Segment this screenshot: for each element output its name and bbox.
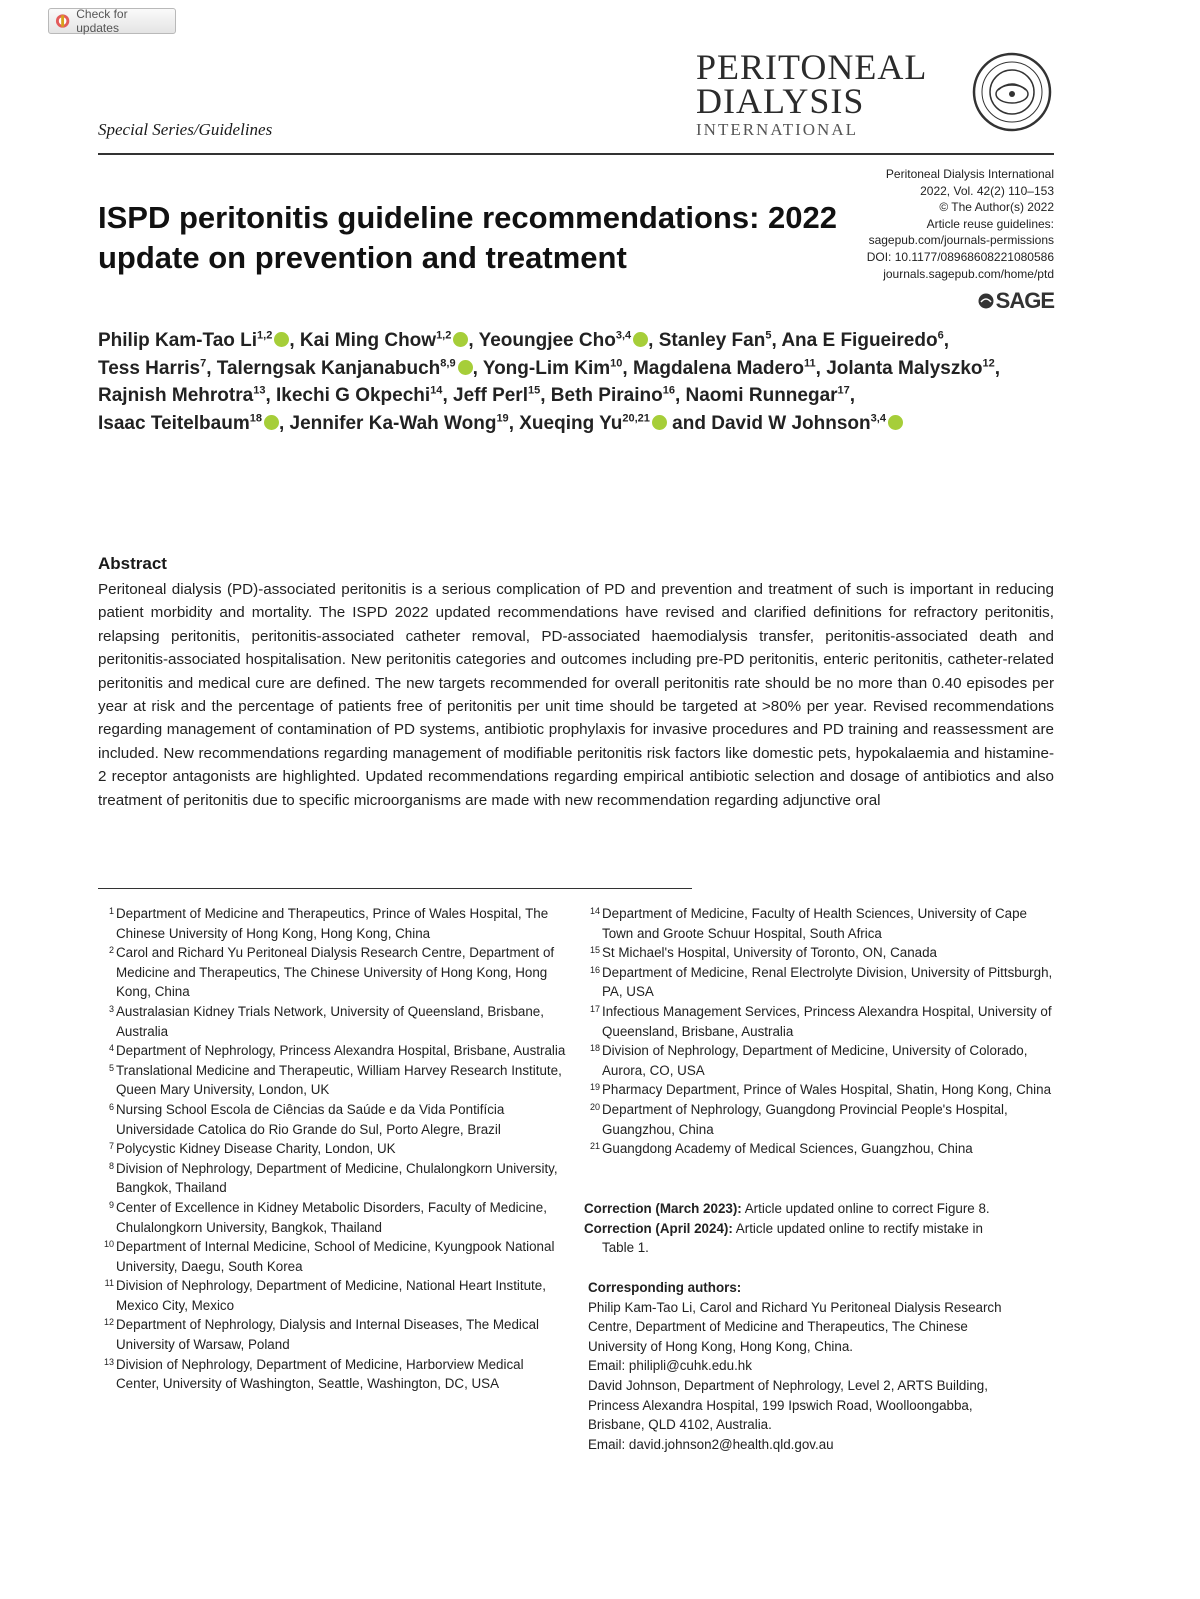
author-name[interactable] [781, 330, 943, 351]
affiliation-number: 14 [589, 906, 600, 916]
affiliation-item [98, 904, 570, 943]
author-name[interactable] [633, 358, 816, 379]
corresponding-line: David Johnson, Department of Nephrology, Level 2, ARTS Building, [588, 1377, 988, 1393]
author-name[interactable] [551, 385, 675, 406]
author-separator: , [994, 357, 1001, 379]
author-affiliation-sup: 8,9 [440, 357, 456, 370]
author-separator: , [472, 357, 483, 379]
corresponding-email[interactable]: Email: david.johnson2@health.qld.gov.au [588, 1436, 834, 1452]
corresponding-line: Brisbane, QLD 4102, Australia. [588, 1417, 772, 1433]
author-name[interactable] [483, 358, 623, 379]
author-separator: , [815, 357, 827, 379]
affiliation-text: Department of Nephrology, Dialysis and Internal Diseases, The Medical University of Warsaw, Poland [116, 1317, 540, 1353]
author-separator: , [468, 330, 479, 351]
affiliation-text: Translational Medicine and Therapeutic, William Harvey Research Institute, Queen Mary University, London, UK [116, 1062, 562, 1098]
footnote-rule [98, 888, 692, 889]
check-updates-label: Check for updates [76, 7, 128, 35]
author-affiliation-sup: 18 [249, 412, 262, 425]
corresponding-line: Centre, Department of Medicine and Therapeutics, The Chinese [588, 1319, 968, 1335]
affiliation-number: 4 [108, 1043, 114, 1054]
orcid-icon[interactable] [652, 415, 667, 430]
affiliation-text: Department of Medicine, Faculty of Health Sciences, University of Cape Town and Groote Schuur Hospital, South Africa [602, 906, 1027, 941]
author-separator: , [622, 357, 633, 379]
affiliation-text: Division of Nephrology, Department of Medicine, University of Colorado, Aurora, CO, USA [602, 1043, 1028, 1078]
author-name[interactable] [686, 385, 850, 406]
journal-logo-line1: PERITONEAL [696, 47, 928, 87]
affiliation-number: 3 [108, 1003, 114, 1014]
affiliation-number: 13 [103, 1356, 114, 1367]
author-name-text: Rajnish Mehrotra [98, 385, 254, 407]
affiliation-number: 15 [589, 945, 600, 956]
author-affiliation-sup: 7 [200, 357, 207, 370]
society-seal-icon [972, 52, 1052, 132]
affiliation-item [584, 963, 1056, 1002]
affiliation-item [98, 1237, 570, 1276]
affiliation-item [98, 1198, 570, 1237]
author-affiliation-sup: 12 [982, 357, 995, 370]
author-name-text: Jolanta Malyszko [826, 357, 983, 379]
abstract-text: Peritoneal dialysis (PD)-associated peritonitis is a serious complication of PD and prevention and treatment of such is important in reducing patient morbidity and mortality. The ISPD 2022 updated recommendations have revised and clarified definitions for refractory peritonitis, relapsing peritonitis, peritonitis-associated catheter removal, PD-associated haemodialysis transfer, peritonitis-associated death and peritonitis-associated hospitalisation. New peritonitis categories and outcomes including pre-PD peritonitis, enteric peritonitis, catheter-related peritonitis and medical cure are defined. The new targets recommended for overall peritonitis rate should be no more than 0.40 episodes per year at risk and the percentage of patients free of peritonitis per unit time should be targeted at >80% per year. Revised recommendations regarding management of contamination of PD systems, antibiotic prophylaxis for invasive procedures and PD training and reassessment are included. New recommendations regarding management of modifiable peritonitis risk factors like domestic pets, hypokalaemia and histamine-2 receptor antagonists are highlighted. Updated recommendations regarding empirical antibiotic selection and dosage of antibiotics and also treatment of peritonitis due to specific microorganisms are made with new recommendation regarding adjunctive oral [98, 581, 1054, 809]
corresponding-heading: Corresponding authors: [588, 1280, 742, 1295]
author-affiliation-sup: 13 [253, 384, 266, 397]
author-name[interactable] [98, 358, 206, 379]
author-list [98, 327, 1028, 437]
journal-logo-line2: DIALYSIS [696, 81, 865, 121]
meta-copyright: © The Author(s) 2022 [939, 200, 1054, 215]
author-affiliation-sup: 6 [937, 329, 944, 342]
author-name[interactable] [711, 413, 903, 434]
affiliation-number: 8 [108, 1160, 114, 1171]
affiliation-text: Nursing School Escola de Ciências da Saúde e da Vida Pontifícia Universidade Catolica do Rio Grande do Sul, Porto Alegre, Brazil [116, 1101, 505, 1137]
journal-logo [696, 47, 1056, 142]
check-updates-icon [55, 13, 70, 29]
abstract-heading: Abstract [98, 554, 167, 573]
author-name-text: Tess Harris [98, 357, 201, 379]
author-name-text: Yeoungjee Cho [478, 330, 616, 351]
author-separator: , [648, 330, 659, 351]
affiliation-item [584, 943, 1056, 963]
affiliation-item [584, 1080, 1056, 1100]
affiliation-number: 18 [589, 1043, 600, 1054]
correction-text: Article updated online to rectify mistake in [732, 1220, 983, 1236]
orcid-icon[interactable] [633, 332, 648, 347]
corresponding-lines [588, 1298, 1056, 1455]
author-separator: , [265, 385, 277, 407]
author-name[interactable] [519, 413, 667, 434]
affiliation-text: Department of Medicine and Therapeutics, Prince of Wales Hospital, The Chinese University of Hong Kong, Hong Kong, China [116, 906, 549, 941]
corrections-block [584, 1199, 1056, 1258]
author-name-text: Jeff Perl [453, 385, 528, 407]
author-name[interactable] [98, 385, 265, 406]
affiliation-item [98, 1061, 570, 1100]
author-name[interactable] [659, 330, 772, 351]
orcid-icon[interactable] [264, 415, 279, 430]
author-name-text: Philip Kam-Tao Li [98, 330, 258, 351]
author-affiliation-sup: 16 [662, 384, 675, 397]
affiliation-number: 20 [589, 1101, 600, 1112]
affiliation-text: Division of Nephrology, Department of Medicine, National Heart Institute, Mexico City, Mexico [116, 1278, 546, 1313]
author-separator: , [206, 357, 217, 379]
author-affiliation-sup: 15 [527, 384, 541, 397]
affiliation-number: 21 [589, 1141, 600, 1152]
affiliation-number: 19 [589, 1082, 600, 1093]
author-separator: , [540, 385, 551, 407]
affiliation-number: 7 [108, 1141, 114, 1152]
affiliation-number: 1 [108, 906, 114, 916]
affiliation-text: Department of Nephrology, Guangdong Provincial People's Hospital, Guangzhou, China [602, 1101, 1008, 1137]
check-for-updates-badge[interactable] [48, 8, 176, 34]
author-name[interactable] [290, 413, 509, 434]
header-rule [98, 153, 1054, 155]
correction-item [584, 1199, 1056, 1219]
corresponding-line: Philip Kam-Tao Li, Carol and Richard Yu Peritoneal Dialysis Research [588, 1299, 1002, 1315]
author-separator: , [771, 330, 782, 351]
author-separator: , [943, 330, 949, 351]
correction-label: Correction (April 2024): [584, 1220, 733, 1236]
affiliation-text: Department of Medicine, Renal Electrolyte Division, University of Pittsburgh, PA, USA [602, 964, 1053, 1000]
author-affiliation-sup: 11 [804, 357, 816, 370]
meta-permissions-link[interactable]: sagepub.com/journals-permissions [868, 233, 1054, 248]
affiliation-text: Pharmacy Department, Prince of Wales Hospital, Shatin, Hong Kong, China [602, 1082, 1052, 1098]
author-name[interactable] [98, 413, 279, 434]
author-affiliation-sup: 5 [765, 329, 772, 342]
affiliation-text: Center of Excellence in Kidney Metabolic Disorders, Faculty of Medicine, Chulalongkorn University, Bangkok, Thailand [116, 1199, 547, 1235]
affiliation-number: 9 [108, 1199, 114, 1210]
affiliation-text: Department of Internal Medicine, School of Medicine, Kyungpook National University, Daegu, South Korea [116, 1239, 555, 1274]
author-name-text: Yong-Lim Kim [482, 357, 611, 379]
series-label: Special Series/Guidelines [98, 120, 273, 139]
author-affiliation-sup: 20,21 [622, 412, 650, 425]
author-name[interactable] [479, 330, 649, 351]
affiliation-item [98, 1159, 570, 1198]
author-separator: , [508, 412, 520, 434]
corresponding-line: Princess Alexandra Hospital, 199 Ipswich Road, Woolloongabba, [588, 1397, 973, 1413]
journal-logo-line3: INTERNATIONAL [696, 120, 858, 139]
orcid-icon[interactable] [888, 415, 903, 430]
affiliation-item [584, 1100, 1056, 1139]
affiliation-text: St Michael's Hospital, University of Toronto, ON, Canada [602, 945, 937, 961]
affiliation-number: 5 [108, 1062, 114, 1073]
affiliation-number: 17 [589, 1003, 600, 1014]
author-affiliation-sup: 1,2 [436, 329, 452, 342]
affiliation-item [98, 1276, 570, 1315]
affiliation-text: Guangdong Academy of Medical Sciences, Guangzhou, China [602, 1141, 973, 1157]
corresponding-email[interactable]: Email: philipli@cuhk.edu.hk [588, 1358, 752, 1374]
author-name-text: Ana E Figueiredo [781, 330, 938, 351]
author-name-text: Xueqing Yu [519, 412, 623, 434]
affiliation-text: Australasian Kidney Trials Network, University of Queensland, Brisbane, Australia [116, 1003, 544, 1039]
meta-journal: Peritoneal Dialysis International [885, 167, 1054, 181]
affiliations-right [584, 904, 1056, 1159]
affiliation-text: Division of Nephrology, Department of Medicine, Chulalongkorn University, Bangkok, Thailand [116, 1160, 558, 1196]
author-name-text: Stanley Fan [658, 330, 766, 351]
affiliation-number: 2 [108, 945, 114, 956]
affiliations-left [98, 904, 570, 1394]
meta-volume: 2022, Vol. 42(2) 110–153 [920, 183, 1054, 198]
sage-logo [978, 288, 1054, 314]
orcid-icon[interactable] [458, 360, 473, 375]
meta-doi[interactable]: DOI: 10.1177/08968608221080586 [866, 249, 1054, 264]
author-affiliation-sup: 3,4 [615, 329, 632, 342]
affiliation-text: Division of Nephrology, Department of Medicine, Harborview Medical Center, University of Washington, Seattle, Washington, DC, USA [116, 1356, 524, 1392]
author-name-text: Isaac Teitelbaum [98, 412, 250, 434]
author-separator: , [849, 385, 856, 407]
corresponding-authors [588, 1278, 1056, 1454]
sage-disc-icon [978, 293, 994, 309]
affiliation-item [98, 1139, 570, 1159]
correction-label: Correction (March 2023): [584, 1201, 742, 1216]
meta-reuse: Article reuse guidelines: [926, 216, 1054, 231]
author-name-text: Naomi Runnegar [685, 385, 838, 407]
author-affiliation-sup: 3,4 [870, 412, 886, 425]
orcid-icon[interactable] [274, 332, 289, 347]
affiliation-item [98, 1355, 570, 1394]
affiliation-number: 11 [104, 1278, 114, 1289]
corresponding-line: University of Hong Kong, Hong Kong, China. [588, 1338, 853, 1354]
author-affiliation-sup: 19 [496, 412, 509, 425]
author-name[interactable] [826, 358, 995, 379]
author-separator: , [289, 330, 300, 351]
author-affiliation-sup: 17 [837, 384, 850, 397]
affiliation-item [98, 1315, 570, 1354]
author-name-text: Magdalena Madero [632, 357, 805, 379]
author-separator: , [442, 385, 453, 407]
author-name-text: Jennifer Ka-Wah Wong [289, 412, 497, 434]
meta-homepage-link[interactable]: journals.sagepub.com/home/ptd [883, 266, 1054, 281]
author-name-text: David W Johnson [711, 412, 871, 434]
author-name[interactable] [453, 385, 540, 406]
author-name-text: Beth Piraino [550, 385, 663, 407]
author-name[interactable] [217, 358, 473, 379]
affiliation-item [98, 1041, 570, 1061]
affiliation-item [98, 943, 570, 1002]
author-separator: , [278, 412, 290, 434]
article-title: ISPD peritonitis guideline recommendations: 2022 update on prevention and treatment [98, 200, 838, 275]
author-affiliation-sup: 10 [610, 357, 623, 370]
affiliation-item [584, 904, 1056, 943]
correction-text: Article updated online to correct Figure 8. [741, 1201, 990, 1216]
sage-wordmark: SAGE [995, 288, 1054, 313]
affiliation-text: Polycystic Kidney Disease Charity, London, UK [116, 1141, 396, 1157]
affiliation-item [98, 1002, 570, 1041]
author-name[interactable] [276, 385, 442, 406]
author-separator: , [674, 385, 686, 407]
author-separator: and [666, 412, 712, 434]
affiliation-item [584, 1041, 1056, 1080]
correction-continuation: Table 1. [602, 1240, 649, 1256]
affiliation-item [584, 1002, 1056, 1041]
author-affiliation-sup: 1,2 [257, 329, 273, 342]
affiliation-number: 10 [103, 1239, 114, 1250]
orcid-icon[interactable] [453, 332, 468, 347]
author-name-text: Talerngsak Kanjanabuch [216, 357, 441, 379]
affiliation-item [98, 1100, 570, 1139]
author-name[interactable] [300, 330, 468, 351]
affiliation-number: 16 [589, 964, 600, 975]
author-name-text: Ikechi G Okpechi [276, 385, 431, 407]
affiliation-text: Carol and Richard Yu Peritoneal Dialysis Research Centre, Department of Medicine and Therapeutics, The Chinese University of Hong Kong, Hong Kong, China [116, 945, 555, 1000]
author-name[interactable] [98, 330, 289, 351]
affiliation-number: 6 [108, 1101, 114, 1112]
affiliation-text: Infectious Management Services, Princess Alexandra Hospital, University of Queensland, Brisbane, Australia [602, 1003, 1052, 1039]
affiliation-number: 12 [103, 1317, 114, 1328]
affiliation-item [584, 1139, 1056, 1159]
author-affiliation-sup: 14 [430, 384, 443, 397]
affiliation-text: Department of Nephrology, Princess Alexandra Hospital, Brisbane, Australia [116, 1043, 566, 1059]
author-name-text: Kai Ming Chow [299, 330, 437, 351]
correction-item [584, 1219, 1056, 1239]
